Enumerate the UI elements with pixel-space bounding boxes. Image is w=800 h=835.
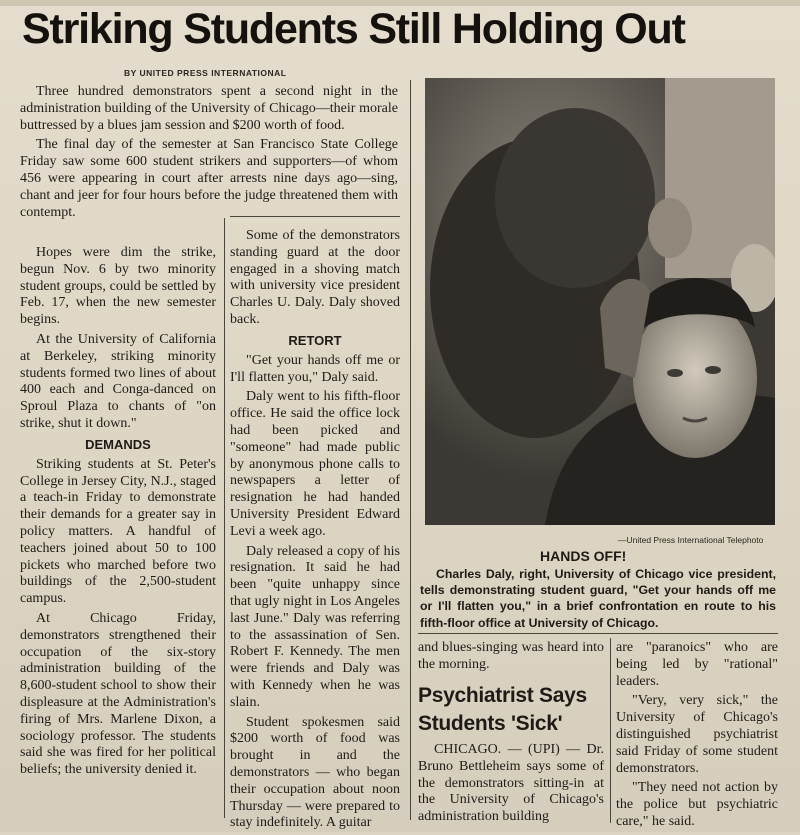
photo-image (425, 78, 775, 525)
headline: Striking Students Still Holding Out (22, 5, 685, 53)
article-paragraph: CHICAGO. — (UPI) — Dr. Bruno Bettleheim says some of the demonstrators sitting-in at the University of Chicago's administration building (418, 742, 604, 825)
column-rule (410, 80, 411, 820)
column-3 (418, 640, 604, 677)
article-paragraph: "Get your hands off me or I'll flatten you," Daly said. (230, 352, 400, 385)
article-paragraph: Some of the demonstrators standing guard at the door engaged in a shoving match with university vice president Charles U. Daly. Daly shoved back. (230, 228, 400, 327)
article-paragraph: At the University of California at Berkeley, striking minority students formed two lines of about 400 each and Conga-danced on Sproul Plaza to chants of "on strike, shut it down." (20, 331, 216, 431)
lead-paragraph: The final day of the semester at San Francisco State College Friday saw some 600 student strikers and supporters—of whom 456 were appearing in court after arrests nine days ago—sing, chant and jeer for four hours before the judge threatened them with contempt. (20, 137, 398, 220)
lead-text (20, 84, 398, 224)
article-paragraph: Daly went to his fifth-floor office. He said the office lock had been picked and "someone" had made public by anonymous phone calls to newspapers a letter of resignation he had handed University President Edward Levi a week ago. (230, 389, 400, 539)
story2-text (418, 742, 604, 829)
subhead-demands: DEMANDS (85, 436, 151, 452)
section-rule (418, 633, 778, 634)
article-paragraph: At Chicago Friday, demonstrators strengthened their occupation of the six-story administration building of the 8,600-student school to show their displeasure at the Administration's firing of Mrs. Marlene Dixon, a sociology professor. The students said she was fired for her political beliefs; the university denied it. (20, 610, 216, 778)
column-4 (616, 640, 778, 834)
column-rule (224, 218, 225, 818)
article-paragraph: Student spokesmen said $200 worth of food was brought in and the demonstrators — who began their occupation about noon Thursday — were prepared to stay indefinitely. A guitar (230, 714, 400, 831)
caption-title: HANDS OFF! (540, 548, 627, 564)
story2-headline: Psychiatrist Says Students 'Sick' (418, 684, 587, 735)
article-paragraph: are "paranoics" who are being led by "rational" leaders. (616, 640, 778, 689)
photo-caption: Charles Daly, right, University of Chicago vice president, tells demonstrating student guard, "Get your hands off me or I'll flatten you," in a brief confrontation en route to his fifth-floor office at University of Chicago. (420, 567, 776, 630)
subhead-retort: RETORT (288, 332, 342, 348)
article-paragraph: Striking students at St. Peter's College in Jersey City, N.J., staged a teach-in Friday to demonstrate their demands for a greater say in policy matters. A handful of teachers joined about 50 to 100 pickets who marched before two buildings of the 2,500-student campus. (20, 456, 216, 607)
article-paragraph: and blues-singing was heard into the morning. (418, 640, 604, 672)
column-2 (230, 228, 400, 835)
photo-credit: —United Press International Telephoto (618, 535, 764, 545)
article-paragraph: "They need not action by the police but psychiatric care," he said. (616, 780, 778, 829)
article-paragraph: "Very, very sick," the University of Chicago's distinguished psychiatrist said Friday of some student demonstrators. (616, 693, 778, 776)
article-paragraph: Hopes were dim the strike, begun Nov. 6 by two minority student groups, could be settled by Feb. 17, when the new semester begins. (20, 245, 216, 328)
article-paragraph: Daly released a copy of his resignation. It said he had been "quite unhappy since that ugly night in Los Angeles last June." Daly was referring to the assassination of Sen. Robert F. Kennedy. The men were friends and Daly was with Kennedy when he was slain. (230, 543, 400, 710)
lead-paragraph: Three hundred demonstrators spent a second night in the administration building of the University of Chicago—their morale buttressed by a blues jam session and $200 worth of food. (20, 84, 398, 133)
byline: BY UNITED PRESS INTERNATIONAL (124, 68, 287, 78)
news-photo (425, 78, 775, 525)
section-rule (230, 216, 400, 217)
column-1 (20, 245, 216, 782)
